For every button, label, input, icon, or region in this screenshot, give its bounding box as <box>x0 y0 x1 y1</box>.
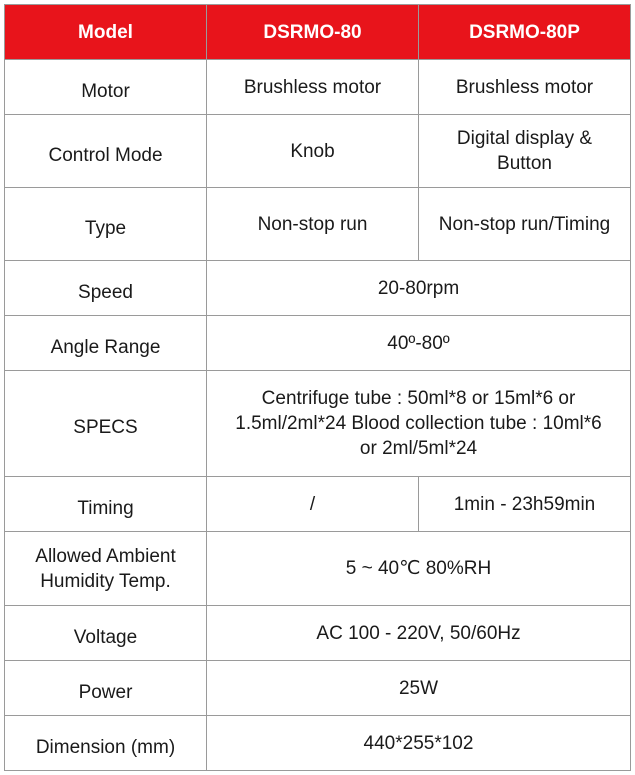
row-label: Control Mode <box>5 115 207 188</box>
header-row <box>5 5 631 60</box>
row-label: Voltage <box>5 606 207 661</box>
cell-dsrmo-80p: Brushless motor <box>419 60 631 115</box>
table-row-specs <box>5 371 631 477</box>
row-label: Power <box>5 661 207 716</box>
header-dsrmo-80p: DSRMO-80P <box>419 5 631 60</box>
header-dsrmo-80: DSRMO-80 <box>207 5 419 60</box>
row-label: Type <box>5 188 207 261</box>
cell-shared: 25W <box>207 661 631 716</box>
table-row-humidity <box>5 532 631 606</box>
cell-dsrmo-80p: 1min - 23h59min <box>419 477 631 532</box>
cell-shared: 440*255*102 <box>207 716 631 771</box>
row-label: Angle Range <box>5 316 207 371</box>
cell-shared: AC 100 - 220V, 50/60Hz <box>207 606 631 661</box>
cell-dsrmo-80: Brushless motor <box>207 60 419 115</box>
table-row-power <box>5 661 631 716</box>
row-label: Allowed Ambient Humidity Temp. <box>5 532 207 606</box>
table-row-control-mode <box>5 115 631 188</box>
table-row-dimension <box>5 716 631 771</box>
row-label: SPECS <box>5 371 207 477</box>
table-row-voltage <box>5 606 631 661</box>
table-row-angle-range <box>5 316 631 371</box>
row-label: Timing <box>5 477 207 532</box>
cell-dsrmo-80p: Digital display & Button <box>419 115 631 188</box>
cell-dsrmo-80: / <box>207 477 419 532</box>
cell-dsrmo-80: Knob <box>207 115 419 188</box>
cell-shared: 40º-80º <box>207 316 631 371</box>
cell-dsrmo-80: Non-stop run <box>207 188 419 261</box>
spec-table <box>4 4 631 771</box>
table-row-timing <box>5 477 631 532</box>
header-model: Model <box>5 5 207 60</box>
cell-dsrmo-80p: Non-stop run/Timing <box>419 188 631 261</box>
cell-shared: Centrifuge tube : 50ml*8 or 15ml*6 or 1.5ml/2ml*24 Blood collection tube : 10ml*6 or 2ml/5ml*24 <box>207 371 631 477</box>
table-row-type <box>5 188 631 261</box>
table-row-motor <box>5 60 631 115</box>
row-label: Speed <box>5 261 207 316</box>
row-label: Motor <box>5 60 207 115</box>
cell-shared: 5 ~ 40℃ 80%RH <box>207 532 631 606</box>
cell-shared: 20-80rpm <box>207 261 631 316</box>
row-label: Dimension (mm) <box>5 716 207 771</box>
table-row-speed <box>5 261 631 316</box>
